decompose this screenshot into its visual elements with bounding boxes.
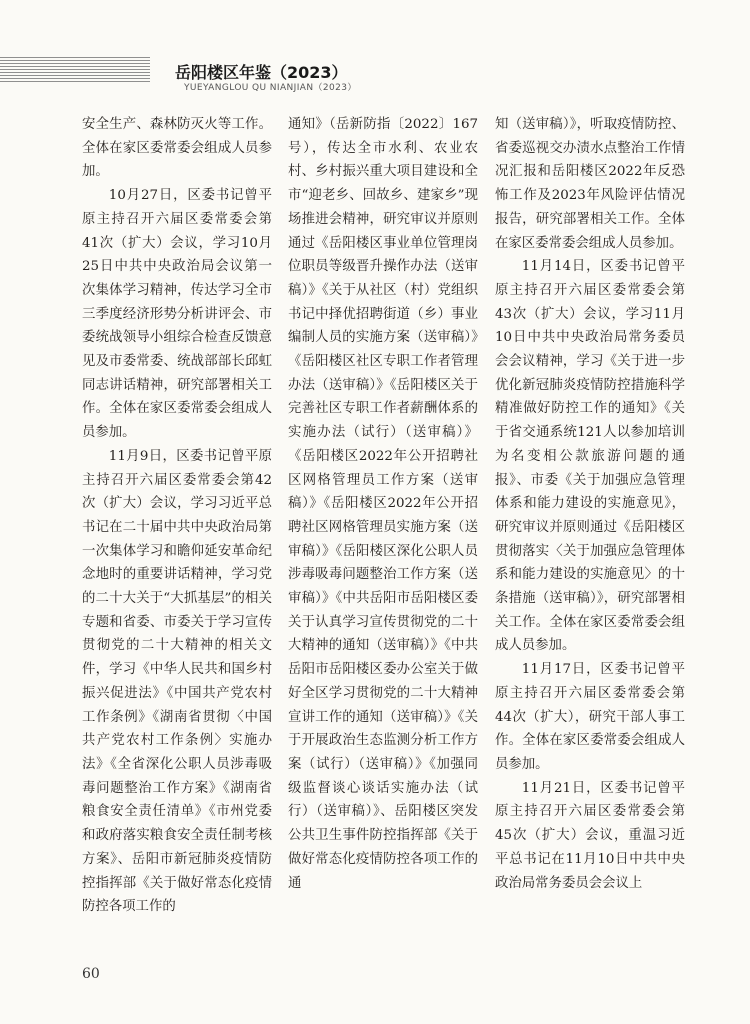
paragraph: 11月17日，区委书记曾平原主持召开六届区委常委会第44次（扩大），研究干部人事工作。全体在家区委常委会组成人员参加。 bbox=[495, 662, 685, 772]
text-column-3 bbox=[495, 113, 685, 918]
paragraph: 安全生产、森林防灭火等工作。全体在家区委常委会组成人员参加。 bbox=[82, 117, 272, 180]
paragraph: 通知》（岳新防指〔2022〕167号），传达全市水利、农业农村、乡村振兴重大项目建设和全市“迎老乡、回故乡、建家乡”现场推进会精神，研究审议并原则通过《岳阳楼区事业单位管理岗位职员等级晋升操作办法（送审稿）》《关于从社区（村）党组织书记中择优招聘街道（乡）事业编制人员的实施方案（送审稿）》《岳阳楼区社区专职工作者管理办法（送审稿）》《岳阳楼区关于完善社区专职工作者薪酬体系的实施办法（试行）（送审稿）》《岳阳楼区2022年公开招聘社区网格管理员工作方案（送审稿）》《岳阳楼区2022年公开招聘社区网格管理员实施方案（送审稿）》《岳阳楼区深化公职人员涉毒吸毒问题整治工作方案（送审稿）》《中共岳阳市岳阳楼区委关于认真学习宣传贯彻党的二十大精神的通知（送审稿）》《中共岳阳市岳阳楼区委办公室关于做好全区学习贯彻党的二十大精神宣讲工作的通知（送审稿）》《关于开展政治生态监测分析工作方案（试行）（送审稿）》《加强同级监督谈心谈话实施办法（试行）（送审稿）》、岳阳楼区突发公共卫生事件防控指挥部《关于做好常态化疫情防控各项工作的通 bbox=[288, 117, 478, 891]
running-header-subtitle: YUEYANGLOU QU NIANJIAN（2023） bbox=[184, 83, 357, 93]
paragraph: 11月14日，区委书记曾平原主持召开六届区委常委会第43次（扩大）会议，学习11月10日中共中央政治局常务委员会会议精神，学习《关于进一步优化新冠肺炎疫情防控措施科学精准做好防控工作的通知》《关于省交通系统121人以参加培训为名变相公款旅游问题的通报》、市委《关于加强应急管理体系和能力建设的实施意见》，研究审议并原则通过《岳阳楼区贯彻落实〈关于加强应急管理体系和能力建设的实施意见〉的十条措施（送审稿）》，研究部署相关工作。全体在家区委常委会组成人员参加。 bbox=[495, 259, 685, 654]
paragraph: 知（送审稿）》，听取疫情防控、省委巡视交办渍水点整治工作情况汇报和岳阳楼区2022年反恐怖工作及2023年风险评估情况报告，研究部署相关工作。全体在家区委常委会组成人员参加。 bbox=[495, 117, 685, 251]
header-rule-lines bbox=[0, 57, 150, 83]
running-header-title: 岳阳楼区年鉴（2023） bbox=[175, 63, 348, 82]
paragraph: 11月9日，区委书记曾平原主持召开六届区委常委会第42次（扩大）会议，学习习近平总书记在二十届中共中央政治局第一次集体学习和瞻仰延安革命纪念地时的重要讲话精神，学习党的二十大关于“大抓基层”的相关专题和省委、市委关于学习宣传贯彻党的二十大精神的相关文件，学习《中华人民共和国乡村振兴促进法》《中国共产党农村工作条例》《湖南省贯彻〈中国共产党农村工作条例〉实施办法》《全省深化公职人员涉毒吸毒问题整治工作方案》《湖南省粮食安全责任清单》《市州党委和政府落实粮食安全责任制考核方案》、岳阳市新冠肺炎疫情防控指挥部《关于做好常态化疫情防控各项工作的 bbox=[82, 448, 272, 915]
paragraph: 11月21日，区委书记曾平原主持召开六届区委常委会第45次（扩大）会议，重温习近平总书记在11月10日中共中央政治局常务委员会会议上 bbox=[495, 780, 685, 891]
text-column-2 bbox=[288, 113, 478, 918]
page-number: 60 bbox=[82, 966, 100, 982]
paragraph: 10月27日，区委书记曾平原主持召开六届区委常委会第41次（扩大）会议，学习10月25日中共中央政治局会议第一次集体学习精神，传达学习全市三季度经济形势分析讲评会、市委统战领导小组综合检查反馈意见及市委常委、统战部部长邱虹同志讲话精神，研究部署相关工作。全体在家区委常委会组成人员参加。 bbox=[82, 188, 272, 441]
text-column-1 bbox=[82, 113, 272, 918]
